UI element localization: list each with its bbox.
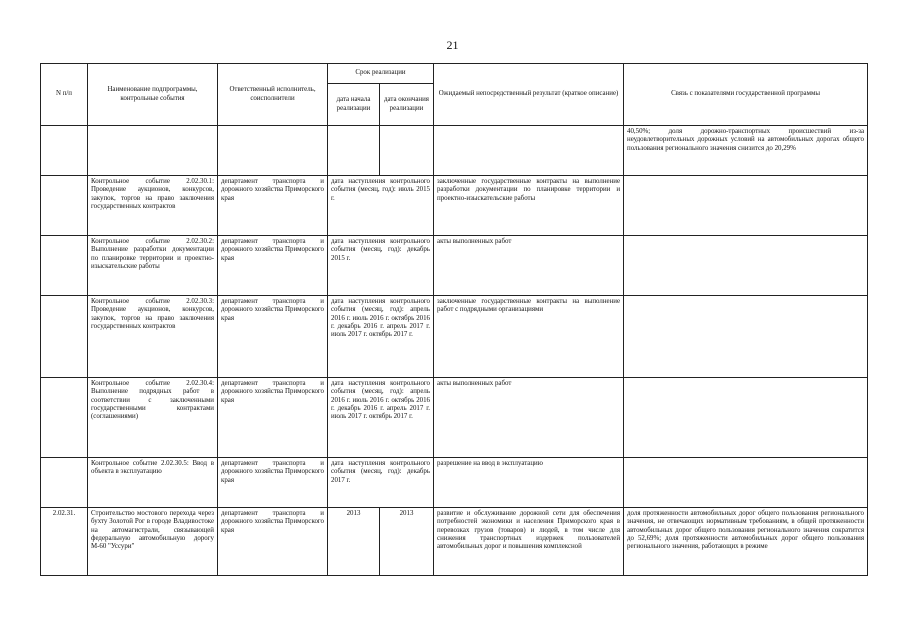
cell-num <box>41 236 88 296</box>
cell-end: 2013 <box>380 508 434 576</box>
cell-name: Контрольное событие 2.02.30.3: Проведение аукционов, конкурсов, закупок, торгов на право заключения государственных контрактов <box>88 296 218 378</box>
cell-date: дата наступления контрольного события (месяц, год): декабрь 2017 г. <box>328 458 434 508</box>
header-end: дата окончания реализации <box>380 84 434 126</box>
table-row <box>41 126 868 176</box>
cell-num: 2.02.31. <box>41 508 88 576</box>
cell-num <box>41 296 88 378</box>
header-result: Ожидаемый непосредственный результат (краткое описание) <box>434 64 624 126</box>
cell-name: Контрольное событие 2.02.30.1: Проведение аукционов, конкурсов, закупок, торгов на право заключения государственных контрактов <box>88 176 218 236</box>
cell-link <box>624 176 868 236</box>
cell-executor: департамент транспорта и дорожного хозяйства Приморского края <box>218 508 328 576</box>
cell-num <box>41 126 88 176</box>
cell-executor: департамент транспорта и дорожного хозяйства Приморского края <box>218 236 328 296</box>
cell-link <box>624 378 868 458</box>
cell-link <box>624 296 868 378</box>
cell-executor: департамент транспорта и дорожного хозяйства Приморского края <box>218 296 328 378</box>
program-table <box>40 63 868 576</box>
cell-num <box>41 458 88 508</box>
cell-link <box>624 236 868 296</box>
cell-num <box>41 176 88 236</box>
cell-date: дата наступления контрольного события (месяц, год): апрель 2016 г. июль 2016 г. октябрь 2016 г. декабрь 2016 г. апрель 2017 г. июль 2017 г. октябрь 2017 г. <box>328 378 434 458</box>
cell-date: дата наступления контрольного события (месяц, год): апрель 2016 г. июль 2016 г. октябрь 2016 г. декабрь 2016 г. апрель 2017 г. июль 2017 г. октябрь 2017 г. <box>328 296 434 378</box>
cell-executor <box>218 126 328 176</box>
header-num: N п/п <box>41 64 88 126</box>
cell-link: доля протяженности автомобильных дорог общего пользования регионального значения, не отвечающих нормативным требованиям, в общей протяженности автомобильных дорог общего пользования регионального значения сократится до 52,69%; доля протяженности автомобильных дорог общего пользования регионального значения, работающих в режиме <box>624 508 868 576</box>
header-name: Наименование подпрограммы, контрольные события <box>88 64 218 126</box>
page-number: 21 <box>446 38 459 52</box>
cell-result: заключенные государственные контракты на выполнение работ с подрядными организациями <box>434 296 624 378</box>
cell-executor: департамент транспорта и дорожного хозяйства Приморского края <box>218 458 328 508</box>
cell-end <box>380 126 434 176</box>
cell-result: заключенные государственные контракты на выполнение разработки документации по планировке территории и проектно-изыскательские работы <box>434 176 624 236</box>
header-executor: Ответственный исполнитель, соисполнители <box>218 64 328 126</box>
table-row <box>41 296 868 378</box>
table-row <box>41 236 868 296</box>
cell-num <box>41 378 88 458</box>
table-row <box>41 176 868 236</box>
cell-name <box>88 126 218 176</box>
cell-result: акты выполненных работ <box>434 236 624 296</box>
table-row <box>41 458 868 508</box>
cell-name: Контрольное событие 2.02.30.5: Ввод в объекта в эксплуатацию <box>88 458 218 508</box>
header-start: дата начала реализации <box>328 84 380 126</box>
cell-result: развитие и обслуживание дорожной сети для обеспечения потребностей экономики и населения Приморского края в перевозках грузов (товаров) и людей, в том числе для снижения транспортных издержек пользователей автомобильных дорог и повышения комплексной <box>434 508 624 576</box>
cell-result <box>434 126 624 176</box>
cell-link: 40,50%; доля дорожно-транспортных происшествий из-за неудовлетворительных дорожных условий на автомобильных дорогах общего пользования регионального значения снизится до 20,29% <box>624 126 868 176</box>
header-period: Срок реализации <box>328 64 434 84</box>
cell-start <box>328 126 380 176</box>
cell-name: Строительство мостового перехода через бухту Золотой Рог в городе Владивостоке на автомагистрали, связывающей федеральную автомобильную дорогу М-60 "Уссури" <box>88 508 218 576</box>
cell-name: Контрольное событие 2.02.30.2: Выполнение разработки документации по планировке территории и проектно-изыскательские работы <box>88 236 218 296</box>
header-link: Связь с показателями государственной программы <box>624 64 868 126</box>
cell-executor: департамент транспорта и дорожного хозяйства Приморского края <box>218 378 328 458</box>
cell-result: акты выполненных работ <box>434 378 624 458</box>
cell-name: Контрольное событие 2.02.30.4: Выполнение подрядных работ в соответствии с заключенными государственными контрактами (соглашениями) <box>88 378 218 458</box>
cell-result: разрешение на ввод в эксплуатацию <box>434 458 624 508</box>
cell-start: 2013 <box>328 508 380 576</box>
table-row <box>41 508 868 576</box>
cell-executor: департамент транспорта и дорожного хозяйства Приморского края <box>218 176 328 236</box>
cell-link <box>624 458 868 508</box>
cell-date: дата наступления контрольного события (месяц, год): июль 2015 г. <box>328 176 434 236</box>
table-row <box>41 378 868 458</box>
cell-date: дата наступления контрольного события (месяц, год): декабрь 2015 г. <box>328 236 434 296</box>
